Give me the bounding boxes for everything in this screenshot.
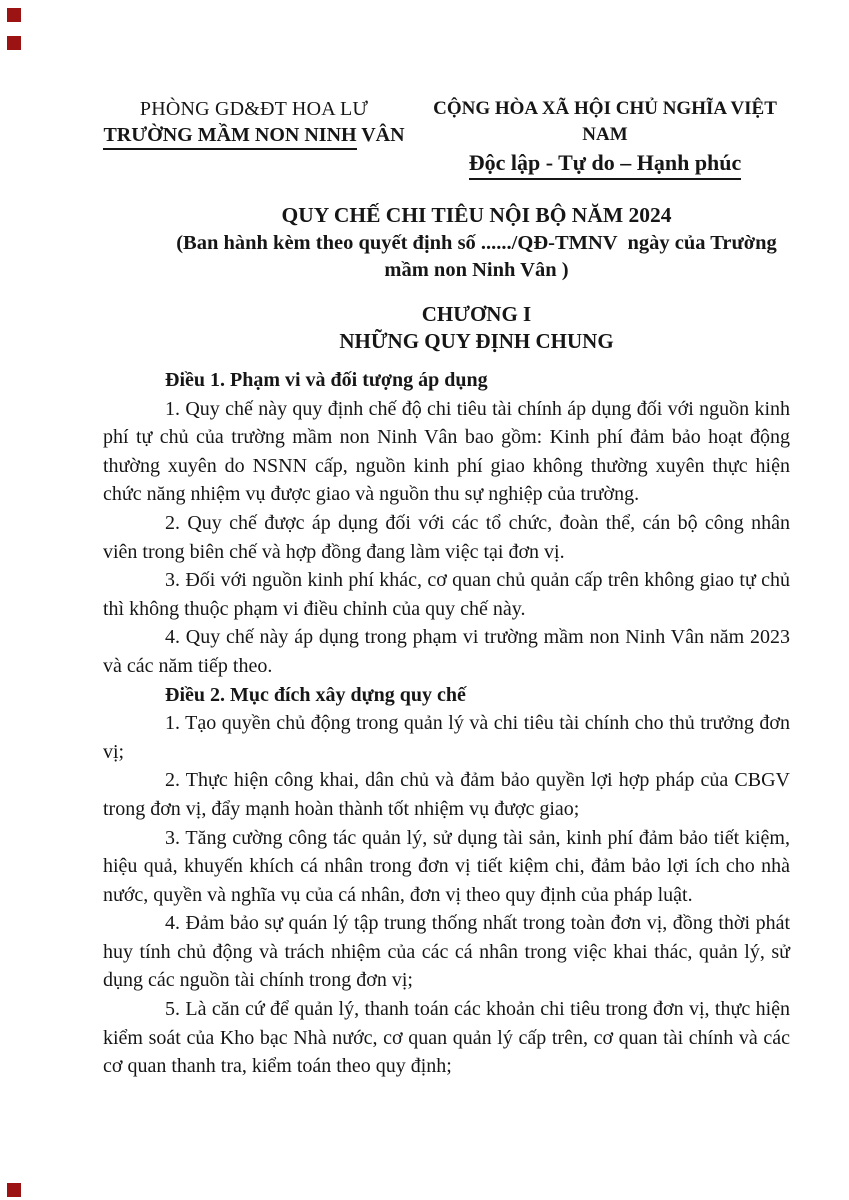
article-2-heading: Điều 2. Mục đích xây dựng quy chế [165,683,466,706]
article-2-paragraph: 5. Là căn cứ để quản lý, thanh toán các khoản chi tiêu trong đơn vị, thực hiện kiểm soát của Kho bạc Nhà nước, cơ quan quản lý cấp trên, cơ quan tài chính và các cơ quan thanh tra, kiểm toán theo quy định; [103,998,790,1078]
document-title-block [103,201,790,284]
national-title: CỘNG HÒA XÃ HỘI CHỦ NGHĨA VIỆT NAM [433,98,777,145]
school-name-underlined: TRƯỜNG MẦM NON NINH [103,124,356,150]
national-motto-text: Độc lập - Tự do – Hạnh phúc [469,150,742,180]
national-motto [420,148,790,177]
red-marker-icon [7,1183,21,1197]
article-1-paragraph: 2. Quy chế được áp dụng đối với các tổ chức, đoàn thể, cán bộ công nhân viên trong biên chế và hợp đồng đang làm việc tại đơn vị. [103,511,790,563]
red-marker-icon [7,36,21,50]
document-title: QUY CHẾ CHI TIÊU NỘI BỘ NĂM 2024 [281,203,672,227]
document-subtitle-line2: mầm non Ninh Vân ) [384,259,569,281]
article-2-paragraph: 2. Thực hiện công khai, dân chủ và đảm bảo quyền lợi hợp pháp của CBGV trong đơn vị, đẩy mạnh hoàn thành tốt nhiệm vụ được giao; [103,769,790,820]
article-1-paragraph: 4. Quy chế này áp dụng trong phạm vi trường mầm non Ninh Vân năm 2023 và các năm tiếp theo. [103,626,790,677]
document-body [103,366,790,1081]
article-2-paragraph: 4. Đảm bảo sự quán lý tập trung thống nhất trong toàn đơn vị, đồng thời phát huy tính chủ động và trách nhiệm của các cá nhân trong việc khai thác, quản lý, sử dụng các nguồn tài chính trong đơn vị; [103,912,790,992]
article-1-heading: Điều 1. Phạm vi và đối tượng áp dụng [165,369,488,391]
school-name [103,122,405,149]
office-name: PHÒNG GD&ĐT HOA LƯ [139,98,369,120]
chapter-heading-block [103,301,790,355]
chapter-title: NHỮNG QUY ĐỊNH CHUNG [339,329,614,353]
national-motto-block [420,96,790,177]
issuing-office-block [103,96,405,177]
chapter-number: CHƯƠNG I [421,302,532,326]
school-name-rest: VÂN [356,124,405,146]
article-2-paragraph: 3. Tăng cường công tác quản lý, sử dụng tài sản, kinh phí đảm bảo tiết kiệm, hiệu quả, khuyến khích cá nhân trong đơn vị tiết kiệm chi, đảm bảo lợi ích cho nhà nước, quyền và nghĩa vụ của cá nhân, đơn vị theo quy định của pháp luật. [103,826,790,906]
document-subtitle-line1: (Ban hành kèm theo quyết định số ....../QĐ-TMNV ngày của Trường [176,232,777,254]
article-2-paragraph: 1. Tạo quyền chủ động trong quản lý và chi tiêu tài chính cho thủ trưởng đơn vị; [103,712,790,763]
document-header [103,96,790,177]
red-marker-icon [7,8,21,22]
article-1-paragraph: 1. Quy chế này quy định chế độ chi tiêu tài chính áp dụng đối với nguồn kinh phí tự chủ của trường mầm non Ninh Vân bao gồm: Kinh phí đảm bảo hoạt động thường xuyên do NSNN cấp, nguồn kinh phí giao không thường xuyên thực hiện chức năng nhiệm vụ được giao và nguồn thu sự nghiệp của trường. [103,397,790,506]
article-1-paragraph: 3. Đối với nguồn kinh phí khác, cơ quan chủ quản cấp trên không giao tự chủ thì không thuộc phạm vi điều chỉnh của quy chế này. [103,569,790,620]
